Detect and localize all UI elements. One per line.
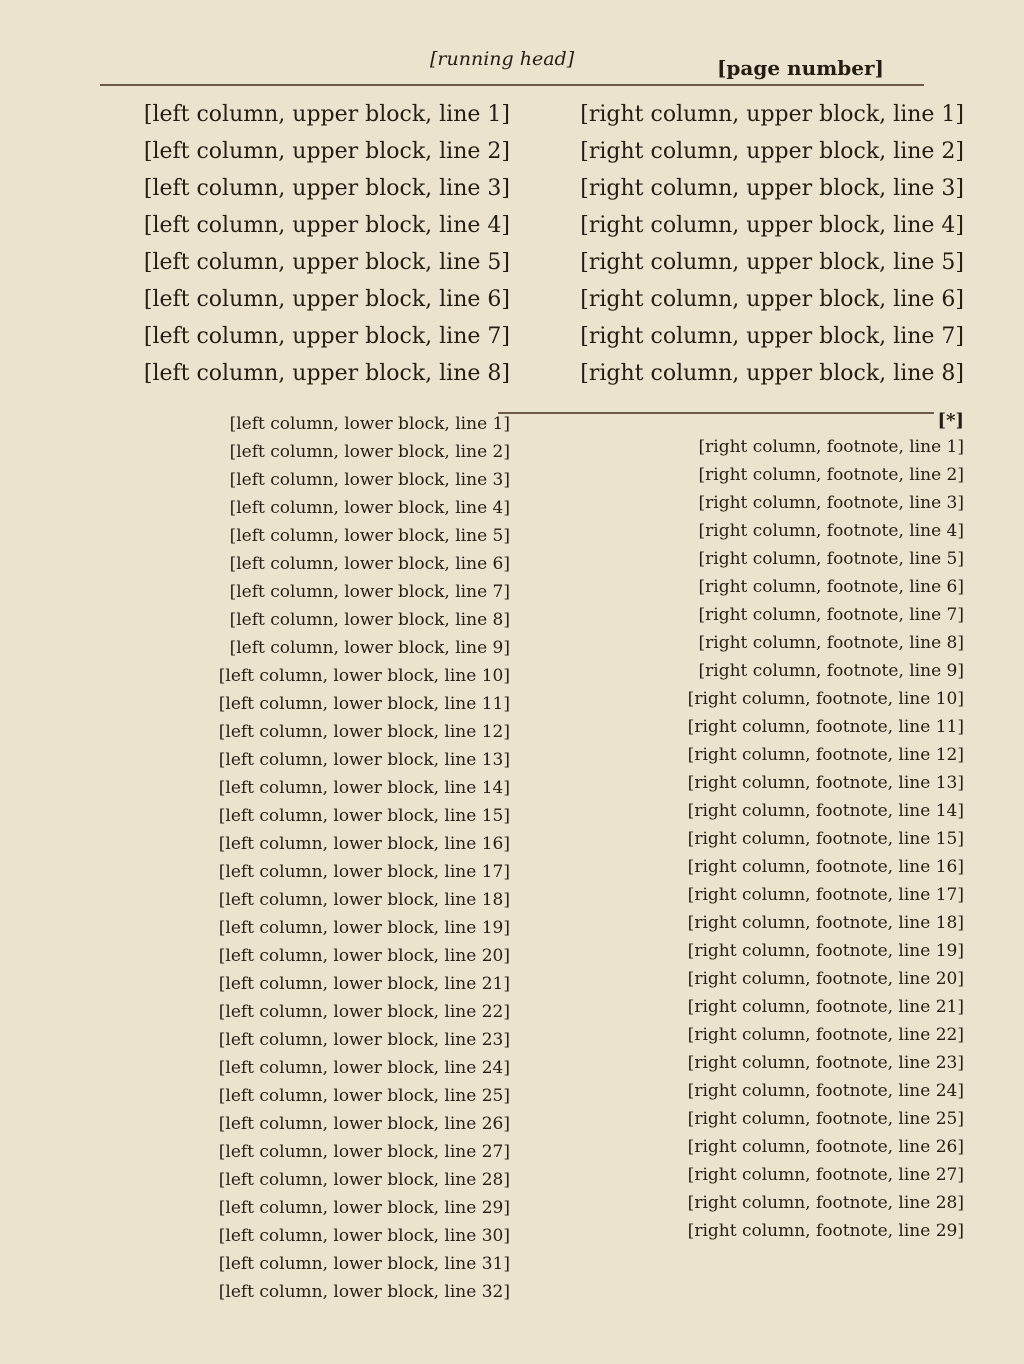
text-line: [right column, footnote, line 27] — [687, 1165, 964, 1185]
text-line: [left column, lower block, line 13] — [218, 750, 510, 770]
text-line: [left column, lower block, line 7] — [229, 582, 510, 602]
text-line: [left column, upper block, line 5] — [143, 250, 510, 275]
text-line: [left column, lower block, line 24] — [218, 1058, 510, 1078]
text-line: [left column, lower block, line 31] — [218, 1254, 510, 1274]
text-line: [right column, footnote, line 8] — [698, 633, 964, 653]
text-line: [right column, footnote, line 24] — [687, 1081, 964, 1101]
footnote-mark: [*] — [937, 410, 964, 431]
text-line: [right column, footnote, line 25] — [687, 1109, 964, 1129]
text-line: [right column, footnote, line 6] — [698, 577, 964, 597]
text-line: [right column, footnote, line 10] — [687, 689, 964, 709]
left-column — [80, 96, 510, 1324]
text-line: [left column, lower block, line 28] — [218, 1170, 510, 1190]
text-line: [left column, lower block, line 21] — [218, 974, 510, 994]
header-rule — [100, 84, 924, 86]
text-line: [right column, footnote, line 16] — [687, 857, 964, 877]
text-line: [left column, lower block, line 29] — [218, 1198, 510, 1218]
text-line: [left column, lower block, line 30] — [218, 1226, 510, 1246]
text-line: [left column, lower block, line 19] — [218, 918, 510, 938]
text-line: [left column, lower block, line 23] — [218, 1030, 510, 1050]
text-line: [left column, lower block, line 8] — [229, 610, 510, 630]
text-line: [right column, footnote, line 15] — [687, 829, 964, 849]
text-line: [left column, lower block, line 2] — [229, 442, 510, 462]
text-line: [right column, footnote, line 14] — [687, 801, 964, 821]
right-column-upper-block — [524, 96, 964, 400]
text-line: [left column, lower block, line 22] — [218, 1002, 510, 1022]
left-column-lower-block — [80, 410, 510, 1324]
text-line: [right column, footnote, line 22] — [687, 1025, 964, 1045]
text-line: [right column, footnote, line 17] — [687, 885, 964, 905]
text-line: [left column, lower block, line 1] — [229, 414, 510, 434]
text-line: [left column, lower block, line 4] — [229, 498, 510, 518]
text-line: [right column, footnote, line 21] — [687, 997, 964, 1017]
footnote-text — [524, 433, 964, 1245]
text-line: [right column, footnote, line 11] — [687, 717, 964, 737]
text-line: [right column, footnote, line 2] — [698, 465, 964, 485]
left-column-upper-block — [80, 96, 510, 400]
text-line: [left column, upper block, line 6] — [143, 287, 510, 312]
text-line: [left column, upper block, line 2] — [143, 139, 510, 164]
text-line: [right column, upper block, line 6] — [580, 287, 964, 312]
text-line: [left column, lower block, line 9] — [229, 638, 510, 658]
text-line: [left column, lower block, line 32] — [218, 1282, 510, 1302]
text-line: [right column, footnote, line 26] — [687, 1137, 964, 1157]
text-line: [right column, footnote, line 1] — [698, 437, 964, 457]
text-line: [right column, upper block, line 4] — [580, 213, 964, 238]
text-line: [left column, lower block, line 14] — [218, 778, 510, 798]
right-column-footnote-block — [524, 410, 964, 1324]
text-line: [left column, upper block, line 7] — [143, 324, 510, 349]
text-line: [left column, upper block, line 8] — [143, 361, 510, 386]
text-line: [left column, lower block, line 11] — [218, 694, 510, 714]
text-line: [right column, footnote, line 3] — [698, 493, 964, 513]
running-head: [running head] — [430, 48, 575, 70]
text-line: [right column, footnote, line 19] — [687, 941, 964, 961]
text-line: [right column, footnote, line 18] — [687, 913, 964, 933]
page-header — [100, 42, 924, 82]
text-line: [right column, upper block, line 3] — [580, 176, 964, 201]
text-line: [right column, footnote, line 5] — [698, 549, 964, 569]
text-line: [right column, footnote, line 29] — [687, 1221, 964, 1241]
text-line: [left column, upper block, line 3] — [143, 176, 510, 201]
text-line: [right column, footnote, line 9] — [698, 661, 964, 681]
text-line: [right column, footnote, line 7] — [698, 605, 964, 625]
text-line: [left column, lower block, line 25] — [218, 1086, 510, 1106]
text-line: [right column, footnote, line 13] — [687, 773, 964, 793]
text-line: [right column, upper block, line 8] — [580, 361, 964, 386]
text-line: [right column, footnote, line 20] — [687, 969, 964, 989]
text-line: [left column, lower block, line 27] — [218, 1142, 510, 1162]
text-line: [left column, lower block, line 5] — [229, 526, 510, 546]
text-line: [left column, lower block, line 16] — [218, 834, 510, 854]
text-line: [left column, lower block, line 20] — [218, 946, 510, 966]
text-line: [right column, upper block, line 5] — [580, 250, 964, 275]
text-line: [right column, upper block, line 2] — [580, 139, 964, 164]
page-number: [page number] — [716, 56, 884, 80]
text-line: [left column, lower block, line 17] — [218, 862, 510, 882]
text-line: [left column, lower block, line 12] — [218, 722, 510, 742]
text-line: [left column, upper block, line 1] — [143, 102, 510, 127]
text-line: [left column, lower block, line 26] — [218, 1114, 510, 1134]
text-line: [left column, upper block, line 4] — [143, 213, 510, 238]
text-line: [left column, lower block, line 15] — [218, 806, 510, 826]
text-line: [left column, lower block, line 6] — [229, 554, 510, 574]
text-line: [right column, footnote, line 4] — [698, 521, 964, 541]
text-line: [right column, upper block, line 7] — [580, 324, 964, 349]
text-line: [left column, lower block, line 18] — [218, 890, 510, 910]
right-column — [524, 96, 964, 1324]
text-line: [right column, footnote, line 28] — [687, 1193, 964, 1213]
text-line: [right column, footnote, line 23] — [687, 1053, 964, 1073]
text-line: [left column, lower block, line 3] — [229, 470, 510, 490]
text-line: [right column, upper block, line 1] — [580, 102, 964, 127]
text-line: [right column, footnote, line 12] — [687, 745, 964, 765]
text-line: [left column, lower block, line 10] — [218, 666, 510, 686]
